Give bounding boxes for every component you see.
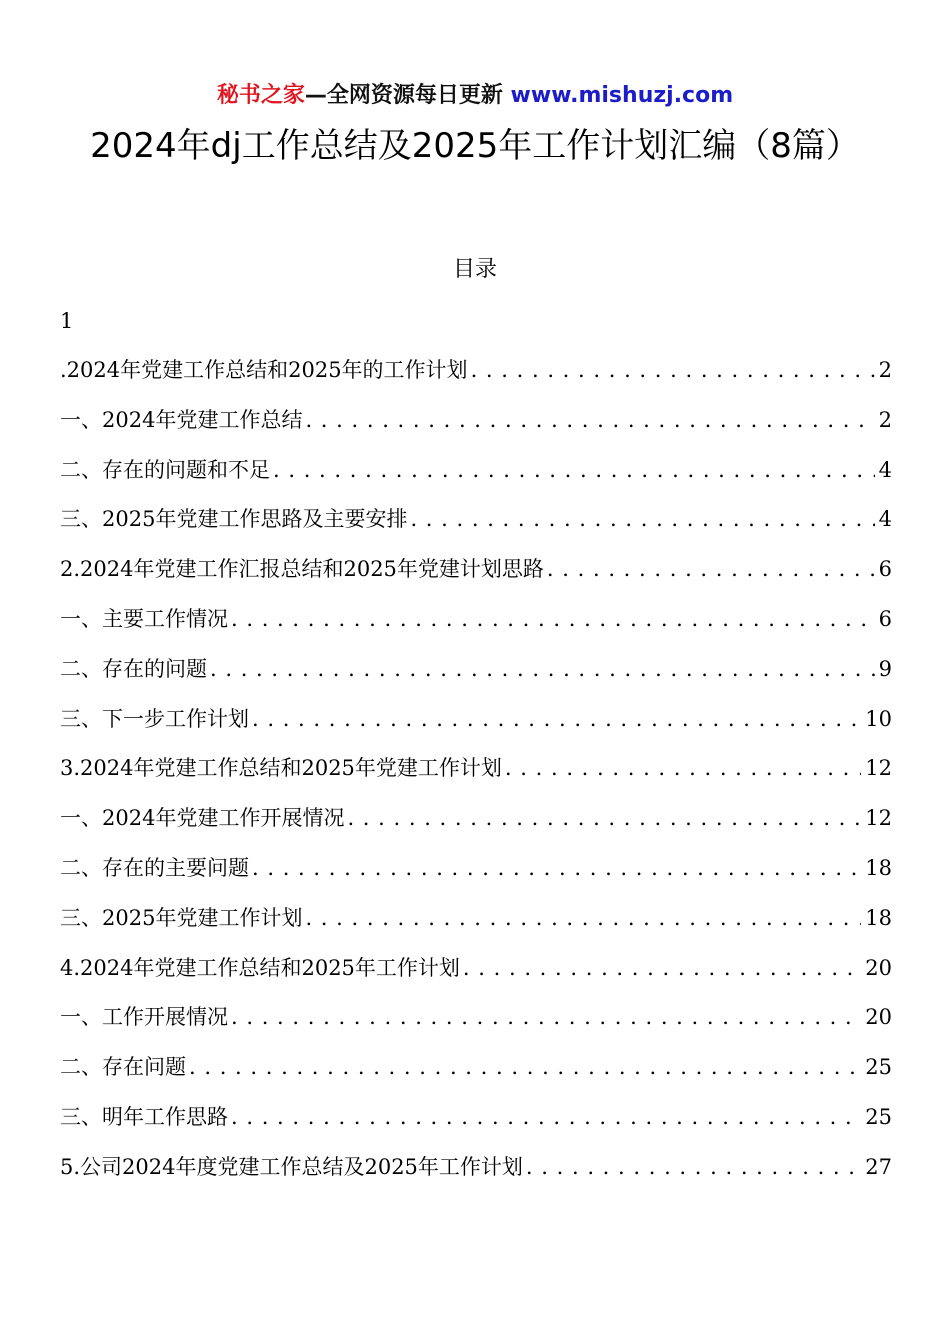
toc-entry-title: 三、下一步工作计划 (60, 706, 249, 731)
banner-brand: 秘书之家 (216, 83, 305, 108)
toc-entry-title: 2.2024年党建工作汇报总结和2025年党建计划思路 (60, 557, 544, 582)
toc-dot-leader (305, 402, 874, 438)
toc-entry-page: 25 (865, 1055, 892, 1080)
toc-dot-leader (231, 1099, 861, 1135)
toc-entry-page: 20 (865, 1005, 892, 1030)
toc-dot-leader (273, 452, 875, 488)
toc-entry[interactable] (60, 601, 892, 651)
toc-dot-leader (471, 352, 875, 388)
toc-entry-title: 一、主要工作情况 (60, 606, 228, 631)
table-of-contents (60, 352, 892, 1199)
toc-entry-title: 二、存在问题 (60, 1055, 186, 1080)
toc-dot-leader (252, 701, 861, 737)
toc-entry-title: 三、2025年党建工作思路及主要安排 (60, 507, 408, 532)
toc-dot-leader (210, 651, 875, 687)
toc-entry-page: 4 (878, 507, 892, 532)
toc-entry[interactable] (60, 701, 892, 751)
toc-entry-title: 二、存在的问题 (60, 656, 207, 681)
toc-entry-title: 二、存在的主要问题 (60, 855, 249, 880)
toc-dot-leader (231, 999, 861, 1035)
toc-dot-leader (526, 1149, 861, 1185)
toc-entry-page: 27 (865, 1154, 892, 1179)
toc-entry-title: 三、2025年党建工作计划 (60, 905, 303, 930)
toc-entry-title: 5.公司2024年度党建工作总结及2025年工作计划 (60, 1154, 523, 1179)
toc-entry-page: 12 (865, 806, 892, 831)
toc-entry[interactable] (60, 452, 892, 502)
toc-entry[interactable] (60, 551, 892, 601)
toc-entry-page: 2 (878, 407, 892, 432)
toc-entry-title: 一、2024年党建工作开展情况 (60, 806, 345, 831)
toc-dot-leader (305, 900, 861, 936)
toc-entry[interactable] (60, 1099, 892, 1149)
toc-dot-leader (547, 551, 875, 587)
toc-entry[interactable] (60, 999, 892, 1049)
toc-entry[interactable] (60, 501, 892, 551)
toc-entry[interactable] (60, 800, 892, 850)
toc-dot-leader (347, 800, 861, 836)
toc-entry[interactable] (60, 402, 892, 452)
toc-entry-title: 4.2024年党建工作总结和2025年工作计划 (60, 955, 460, 980)
toc-entry[interactable] (60, 352, 892, 402)
banner-slogan: —全网资源每日更新 (304, 83, 503, 108)
toc-entry-page: 18 (865, 855, 892, 880)
banner-site-url[interactable]: www.mishuzj.com (510, 83, 734, 108)
toc-entry[interactable] (60, 1149, 892, 1199)
toc-entry-page: 6 (878, 606, 892, 631)
toc-entry-page: 6 (878, 557, 892, 582)
document-title: 2024年dj工作总结及2025年工作计划汇编（8篇） (90, 126, 860, 166)
toc-entry-title: 一、工作开展情况 (60, 1005, 228, 1030)
toc-dot-leader (231, 601, 875, 637)
site-banner (0, 80, 950, 112)
toc-dot-leader (410, 501, 874, 537)
toc-entry-title: .2024年党建工作总结和2025年的工作计划 (60, 358, 468, 382)
toc-entry-title: 一、2024年党建工作总结 (60, 407, 303, 432)
toc-entry-page: 12 (865, 756, 892, 781)
toc-dot-leader (505, 750, 861, 786)
toc-dot-leader (463, 950, 861, 986)
toc-entry-page: 25 (865, 1104, 892, 1129)
toc-entry-page: 9 (878, 656, 892, 681)
toc-entry[interactable] (60, 651, 892, 701)
toc-entry-title: 二、存在的问题和不足 (60, 457, 270, 482)
toc-entry-page: 18 (865, 905, 892, 930)
toc-entry-page: 20 (865, 955, 892, 980)
toc-entry[interactable] (60, 850, 892, 900)
toc-entry[interactable] (60, 900, 892, 950)
toc-entry[interactable] (60, 750, 892, 800)
toc-entry[interactable] (60, 950, 892, 1000)
toc-entry-title: 3.2024年党建工作总结和2025年党建工作计划 (60, 756, 502, 781)
toc-entry-title: 三、明年工作思路 (60, 1104, 228, 1129)
toc-dot-leader (189, 1049, 861, 1085)
toc-entry-page: 2 (878, 358, 892, 382)
toc-entry-page: 10 (865, 706, 892, 731)
toc-entry[interactable] (60, 1049, 892, 1099)
toc-heading: 目录 (452, 257, 497, 282)
toc-index-number: 1 (60, 309, 74, 333)
toc-dot-leader (252, 850, 861, 886)
toc-entry-page: 4 (878, 457, 892, 482)
